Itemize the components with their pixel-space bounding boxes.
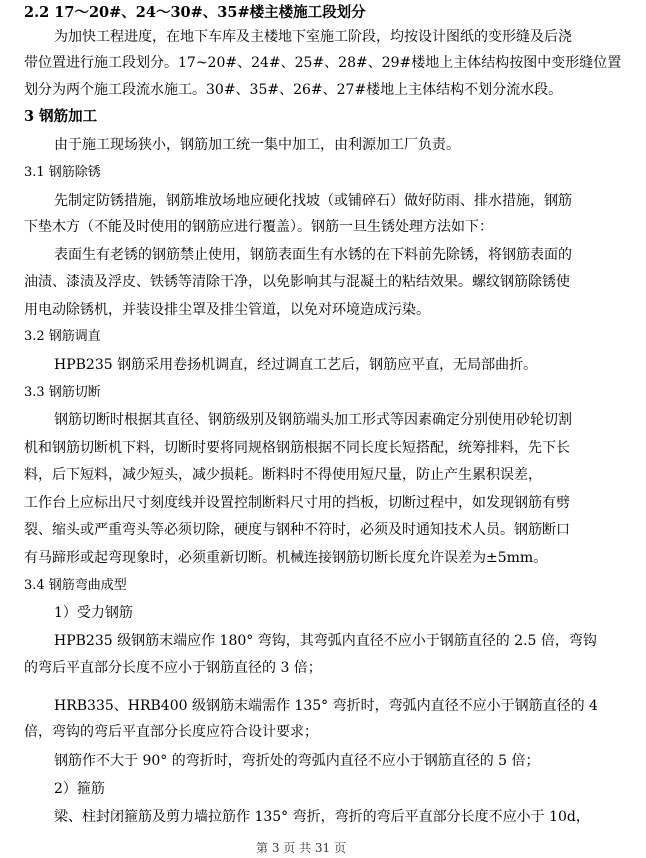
paragraph-line: 带位置进行施工段划分。17~20#、24#、25#、28#、29#楼地上主体结构按图中变形缝位置 [24, 55, 622, 71]
paragraph-line: HPB235 级钢筋末端应作 180° 弯钩，其弯弧内直径不应小于钢筋直径的 2.5 倍，弯钩 [54, 633, 597, 649]
paragraph-line: 机和钢筋切断机下料，切断时要将同规格钢筋根据不同长度长短搭配，统筹排料，先下长 [24, 440, 570, 456]
paragraph-line: 钢筋作不大于 90° 的弯折时，弯折处的弯弧内直径不应小于钢筋直径的 5 倍； [54, 753, 540, 769]
paragraph-line: 倍，弯钩的弯后平直部分长度应符合设计要求； [24, 724, 318, 740]
paragraph-line: 油渍、漆渍及浮皮、铁锈等清除干净，以免影响其与混凝土的粘结效果。螺纹钢筋除锈使 [24, 274, 570, 290]
paragraph-line: 的弯后平直部分长度不应小于钢筋直径的 3 倍； [24, 660, 322, 676]
list-heading-rebar: 1）受力钢筋 [54, 605, 133, 621]
paragraph-line: 先制定防锈措施，钢筋堆放场地应硬化找坡（或铺碎石）做好防雨、排水措施，钢筋 [54, 193, 572, 209]
subsection-heading-3-4: 3.4 钢筋弯曲成型 [24, 578, 127, 593]
paragraph-line: 为加快工程进度，在地下车库及主楼地下室施工阶段，均按设计图纸的变形缝及后浇 [54, 29, 572, 45]
paragraph-line: 由于施工现场狭小，钢筋加工统一集中加工，由利源加工厂负责。 [54, 137, 460, 153]
paragraph-line: 钢筋切断时根据其直径、钢筋级别及钢筋端头加工形式等因素确定分别使用砂轮切割 [54, 412, 572, 428]
subsection-heading-3-1: 3.1 钢筋除锈 [24, 165, 101, 180]
section-heading-2-2: 2.2 17～20#、24～30#、35#楼主楼施工段划分 [24, 4, 366, 21]
paragraph-line: 下垫木方（不能及时使用的钢筋应进行覆盖）。钢筋一旦生锈处理方法如下： [24, 219, 493, 235]
paragraph-line: 有马蹄形或起弯现象时，必须重新切断。机械连接钢筋切断长度允许误差为±5mm。 [24, 550, 548, 566]
subsection-heading-3-2: 3.2 钢筋调直 [24, 329, 101, 344]
list-heading-stirrup: 2）箍筋 [54, 781, 105, 797]
paragraph-line: 划分为两个施工段流水施工。30#、35#、26#、27#楼地上主体结构不划分流水段。 [24, 82, 563, 98]
page-footer: 第 3 页 共 31 页 [256, 841, 346, 855]
paragraph-line: 工作台上应标出尺寸刻度线并设置控制断料尺寸用的挡板，切断过程中，如发现钢筋有劈 [24, 495, 570, 511]
paragraph-line: 梁、柱封闭箍筋及剪力墙拉筋作 135° 弯折，弯折的弯后平直部分长度不应小于 10d， [54, 809, 590, 825]
section-heading-3: 3 钢筋加工 [24, 108, 98, 125]
paragraph-line: 表面生有老锈的钢筋禁止使用，钢筋表面生有水锈的在下料前先除锈，将钢筋表面的 [54, 247, 572, 263]
paragraph-line: HPB235 钢筋采用卷扬机调直，经过调直工艺后，钢筋应平直，无局部曲折。 [54, 357, 538, 373]
paragraph-line: HRB335、HRB400 级钢筋末端需作 135° 弯折时，弯弧内直径不应小于钢筋直径的 4 [54, 698, 598, 714]
paragraph-line: 料，后下短料，减少短头，减少损耗。断料时不得使用短尺量，防止产生累积误差， [24, 467, 542, 483]
subsection-heading-3-3: 3.3 钢筋切断 [24, 385, 101, 400]
paragraph-line: 裂、缩头或严重弯头等必须切除，硬度与钢种不符时，必须及时通知技术人员。钢筋断口 [24, 522, 570, 538]
paragraph-line: 用电动除锈机，并装设排尘罩及排尘管道，以免对环境造成污染。 [24, 302, 430, 318]
